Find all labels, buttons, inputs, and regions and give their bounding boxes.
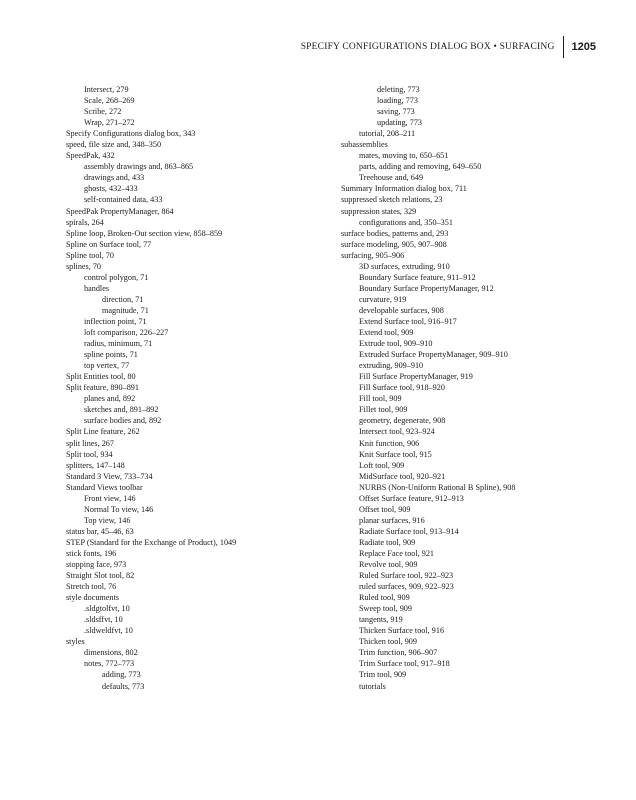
index-entry: subassemblies [341, 140, 388, 150]
index-entry: Revolve tool, 909 [359, 560, 418, 570]
index-entry: suppressed sketch relations, 23 [341, 195, 443, 205]
index-entry: top vertex, 77 [84, 361, 130, 371]
page-header [301, 37, 596, 57]
index-column-left [66, 84, 326, 692]
index-entry: loft comparison, 226–227 [84, 328, 169, 338]
index-entry: Top view, 146 [84, 515, 131, 525]
index-entry: Intersect tool, 923–924 [359, 427, 435, 437]
index-entry: Trim Surface tool, 917–918 [359, 659, 450, 669]
index-entry: .sldsffvt, 10 [84, 615, 123, 625]
index-entry: deleting, 773 [377, 85, 420, 94]
index-entry: Extrude tool, 909–910 [359, 339, 433, 349]
index-entry: ruled surfaces, 909, 922–923 [359, 582, 454, 592]
index-entry: Extend tool, 909 [359, 328, 414, 338]
index-entry: Intersect, 279 [84, 85, 129, 94]
index-entry: planar surfaces, 916 [359, 515, 425, 525]
index-entry: status bar, 45–46, 63 [66, 526, 134, 536]
index-entry: Trim tool, 909 [359, 670, 407, 680]
index-entry: assembly drawings and, 863–865 [84, 162, 194, 172]
index-entry: extruding, 909–910 [359, 361, 424, 371]
index-entry: surface modeling, 905, 907–908 [341, 239, 447, 249]
index-column-right [341, 84, 601, 692]
index-entry: Split tool, 934 [66, 449, 113, 459]
index-entry: dimensions, 802 [84, 648, 138, 658]
index-entry: inflection point, 71 [84, 316, 147, 326]
index-entry: Standard 3 View, 733–734 [66, 471, 153, 481]
index-entry: Split Line feature, 262 [66, 427, 140, 437]
index-entry: Boundary Surface feature, 911–912 [359, 272, 476, 282]
index-entry: Treehouse and, 649 [359, 173, 424, 183]
index-entry: updating, 773 [377, 118, 423, 128]
index-entry: drawings and, 433 [84, 173, 145, 183]
index-entry: defaults, 773 [102, 681, 145, 691]
index-entry: splitters, 147–148 [66, 460, 125, 470]
index-entry: mates, moving to, 650–651 [359, 151, 449, 161]
index-entry: Thicken Surface tool, 916 [359, 626, 445, 636]
index-entry: direction, 71 [102, 294, 144, 304]
index-entry: Wrap, 271–272 [84, 118, 135, 128]
running-head: SPECIFY CONFIGURATIONS DIALOG BOX • SURFACING [300, 42, 555, 52]
index-entry: style documents [66, 593, 119, 603]
index-entry: self-contained data, 433 [84, 195, 163, 205]
index-entry: sketches and, 891–892 [84, 405, 159, 415]
index-entry: stick fonts, 196 [66, 548, 117, 558]
index-entry: surface bodies, patterns and, 293 [341, 228, 449, 238]
index-entry: Spline on Surface tool, 77 [66, 239, 152, 249]
index-entry: planes and, 892 [84, 394, 136, 404]
index-entry: Knit function, 906 [359, 438, 420, 448]
index-entry: Fill tool, 909 [359, 394, 402, 404]
index-entry: Stretch tool, 76 [66, 582, 117, 592]
index-entry: magnitude, 71 [102, 305, 149, 315]
index-entry: Radiate tool, 909 [359, 537, 416, 547]
index-entry: styles [66, 637, 85, 647]
index-entry: tutorials [359, 681, 386, 691]
page-number: 1205 [571, 41, 596, 53]
index-entry: ghosts, 432–433 [84, 184, 138, 194]
index-entry: radius, minimum, 71 [84, 339, 153, 349]
index-entry: STEP (Standard for the Exchange of Product), 1049 [66, 537, 237, 547]
index-entry: notes, 772–773 [84, 659, 135, 669]
header-divider [563, 36, 564, 58]
index-entry: Straight Slot tool, 82 [66, 571, 135, 581]
index-entry: NURBS (Non-Uniform Rational B Spline), 908 [359, 482, 516, 492]
index-entry: tutorial, 208–211 [359, 129, 416, 139]
index-entry: tangents, 919 [359, 615, 403, 625]
index-entry: parts, adding and removing, 649–650 [359, 162, 482, 172]
index-entry: Offset tool, 909 [359, 504, 411, 514]
index-entry: Fill Surface tool, 918–920 [359, 383, 445, 393]
index-entry: geometry, degenerate, 908 [359, 416, 446, 426]
index-entry: split lines, 267 [66, 438, 114, 448]
index-entry: spline points, 71 [84, 350, 138, 360]
index-entry: speed, file size and, 348–350 [66, 140, 162, 150]
index-entry: Front view, 146 [84, 493, 136, 503]
index-entry: Thicken tool, 909 [359, 637, 417, 647]
index-entry: Extruded Surface PropertyManager, 909–910 [359, 350, 508, 360]
index-entry: Ruled tool, 909 [359, 593, 410, 603]
index-entry: 3D surfaces, extruding, 910 [359, 261, 450, 271]
index-entry: Sweep tool, 909 [359, 604, 412, 614]
index-entry: surfacing, 905–906 [341, 250, 405, 260]
index-entry: curvature, 919 [359, 294, 407, 304]
index-entry: Standard Views toolbar [66, 482, 143, 492]
index-entry: SpeedPak PropertyManager, 864 [66, 206, 174, 216]
index-entry: control polygon, 71 [84, 272, 149, 282]
index-entry: Split Entities tool, 80 [66, 372, 136, 382]
index-entry: surface bodies and, 892 [84, 416, 162, 426]
index-entry: Extend Surface tool, 916–917 [359, 316, 457, 326]
index-entry: Spline tool, 70 [66, 250, 114, 260]
index-entry: Replace Face tool, 921 [359, 548, 435, 558]
index-entry: .sldweldfvt, 10 [84, 626, 133, 636]
index-entry: loading, 773 [377, 96, 418, 106]
index-entry: Scale, 268–269 [84, 96, 135, 106]
index-entry: Trim function, 906–907 [359, 648, 438, 658]
index-entry: MidSurface tool, 920–921 [359, 471, 446, 481]
index-entry: Split feature, 890–891 [66, 383, 139, 393]
index-entry: Specify Configurations dialog box, 343 [66, 129, 196, 139]
index-entry: SpeedPak, 432 [66, 151, 115, 161]
index-entry: Boundary Surface PropertyManager, 912 [359, 283, 494, 293]
index-entry: configurations and, 350–351 [359, 217, 453, 227]
index-entry: Fill Surface PropertyManager, 919 [359, 372, 473, 382]
index-entry: suppression states, 329 [341, 206, 417, 216]
index-entry: Summary Information dialog box, 711 [341, 184, 467, 194]
index-entry: spirals, 264 [66, 217, 104, 227]
index-entry: Offset Surface feature, 912–913 [359, 493, 464, 503]
index-entry: Ruled Surface tool, 922–923 [359, 571, 454, 581]
index-entry: Scribe, 272 [84, 107, 122, 117]
index-entry: handles [84, 283, 110, 293]
index-entry: developable surfaces, 908 [359, 305, 444, 315]
index-entry: stopping face, 973 [66, 560, 127, 570]
index-entry: saving, 773 [377, 107, 415, 117]
index-entry: splines, 70 [66, 261, 102, 271]
index-entry: Spline loop, Broken-Out section view, 858–859 [66, 228, 223, 238]
index-entry: Fillet tool, 909 [359, 405, 408, 415]
index-entry: .sldgtolfvt, 10 [84, 604, 130, 614]
index-entry: adding, 773 [102, 670, 141, 680]
index-entry: Loft tool, 909 [359, 460, 405, 470]
index-entry: Knit Surface tool, 915 [359, 449, 432, 459]
index-entry: Normal To view, 146 [84, 504, 154, 514]
index-entry: Radiate Surface tool, 913–914 [359, 526, 459, 536]
